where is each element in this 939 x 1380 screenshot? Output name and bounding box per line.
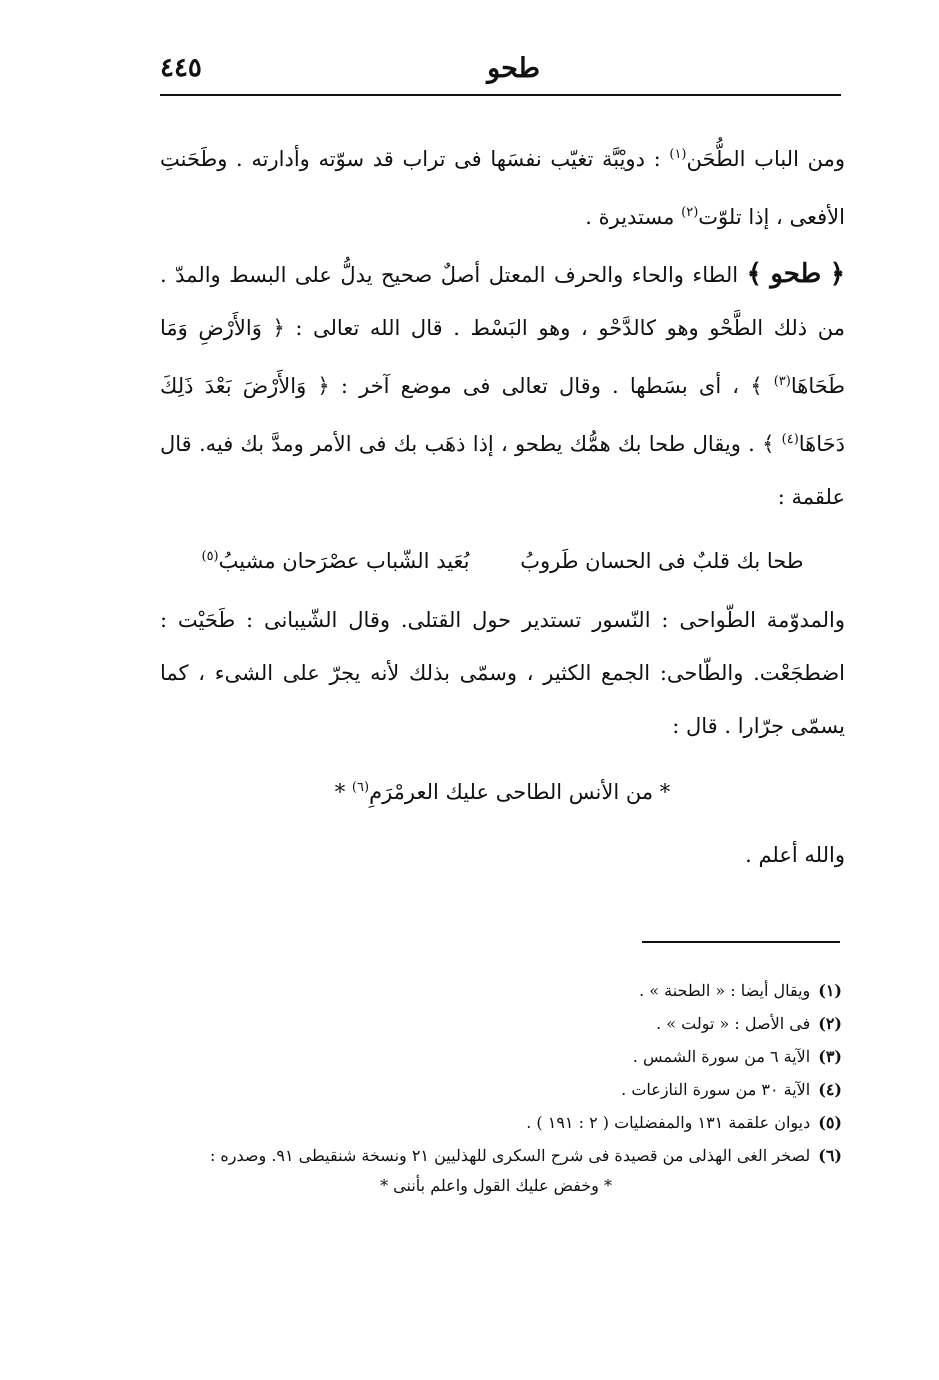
headword-bracket-open: ﴿ bbox=[829, 259, 845, 289]
footnote-ref-4[interactable]: (٤) bbox=[781, 432, 799, 447]
verse2-text: * من الأنس الطاحى عليك العرمْرَمِ bbox=[369, 780, 671, 804]
footnote-text: فى الأصل : « تولت » . bbox=[656, 1014, 811, 1033]
footnote-number: (٢) bbox=[818, 1014, 842, 1033]
footnote-text: الآية ٦ من سورة الشمس . bbox=[632, 1047, 811, 1066]
headword: طحو bbox=[770, 259, 822, 289]
footnote-number: (٤) bbox=[818, 1080, 842, 1099]
footnote-text: لصخر الغى الهذلى من قصيدة فى شرح السكرى للهذليين ٢١ ونسخة شنقيطى ٩١. وصدره : bbox=[209, 1146, 811, 1165]
para1-text-b: : دويْبَّة تغيّب نفسَها فى تراب قد سوّته وأدارته . وطَحَنتِ الأفعى ، إذا تلوّت bbox=[160, 147, 845, 229]
footnote-text: ديوان علقمة ١٣١ والمفضليات ( ٢ : ١٩١ ) . bbox=[526, 1113, 811, 1132]
closing-formula: والله أعلم . bbox=[745, 843, 845, 867]
footnote-ref-3[interactable]: (٣) bbox=[773, 374, 791, 389]
paragraph-tawahi: والمدوّمة الطّواحى : النّسور تستدير حول القتلى. وقال الشّيبانى : طَحَيْت : اضطجَعْت. والطّاحى: الجمع الكثير ، وسمّى بذلك لأنه يجرّ على الشىء ، كما يسمّى جرّارا . قال : bbox=[160, 608, 845, 738]
footnote-number: (٦) bbox=[818, 1146, 842, 1165]
footnote-number: (٥) bbox=[818, 1113, 842, 1132]
verse-sakhr bbox=[160, 761, 845, 819]
verse-alqama bbox=[160, 530, 845, 588]
page-header bbox=[160, 44, 840, 92]
running-head: طحو bbox=[487, 52, 540, 84]
verse-hemistich-2 bbox=[179, 530, 491, 588]
footnote-ref-1[interactable]: (١) bbox=[669, 147, 687, 162]
footnote-4 bbox=[160, 1073, 842, 1106]
footnote-ref-2[interactable]: (٢) bbox=[681, 205, 699, 220]
footnote-ref-6[interactable]: (٦) bbox=[351, 780, 370, 795]
footnotes bbox=[160, 974, 842, 1200]
footnote-ref-5[interactable]: (٥) bbox=[201, 549, 219, 564]
paragraph-tahn bbox=[160, 128, 845, 244]
footnote-5 bbox=[160, 1106, 842, 1139]
footnote-list bbox=[160, 974, 842, 1172]
main-text bbox=[160, 128, 845, 882]
para1-text-a: ومن الباب الطُّحَن bbox=[686, 147, 845, 171]
footnote-number: (٣) bbox=[818, 1047, 842, 1066]
footnote-1 bbox=[160, 974, 842, 1007]
header-rule bbox=[160, 94, 841, 96]
footnote-rule bbox=[642, 941, 840, 943]
entry-text-b: ﴾ ، أى بسَطها . وقال تعالى فى موضع آخر : ﴿ وَالأَرْضَ بَعْدَ ذَلِكَ دَحَاهَا bbox=[160, 374, 845, 456]
footnote-2 bbox=[160, 1007, 842, 1040]
footnote-3 bbox=[160, 1040, 842, 1073]
verse-hemistich-2-text: بُعَيد الشّباب عصْرَحان مشيبُ bbox=[218, 549, 470, 573]
verse-hemistich-1: طحا بك قلبٌ فى الحسان طَروبُ bbox=[520, 549, 804, 573]
headword-bracket-close: ﴾ bbox=[746, 259, 762, 289]
verse2-end-star: * bbox=[334, 780, 346, 804]
footnote-6-continuation: * وخفض عليك القول واعلم بأننى * bbox=[380, 1176, 612, 1195]
footnote-text: ويقال أيضا : « الطحنة » . bbox=[639, 981, 811, 1000]
entry-text-c: ﴾ . ويقال طحا بك همُّك يطحو ، إذا ذهَب بك فى الأمر ومدَّ بك فيه. قال علقمة : bbox=[160, 432, 845, 509]
para1-text-c: مستديرة . bbox=[585, 205, 675, 229]
entry-text-a: الطاء والحاء والحرف المعتل أصلٌ صحيح يدلُّ على البسط والمدّ . من ذلك الطَّحْو وهو كالدَّحْو ، وهو البَسْط . قال الله تعالى : ﴿ وَالأَرْضِ وَمَا طَحَاهَا bbox=[160, 263, 845, 398]
page-number: ٤٤٥ bbox=[160, 53, 202, 83]
footnote-number: (١) bbox=[818, 981, 842, 1000]
footnote-text: الآية ٣٠ من سورة النازعات . bbox=[621, 1080, 811, 1099]
footnote-6 bbox=[160, 1139, 842, 1172]
entry-tahw bbox=[160, 248, 845, 524]
